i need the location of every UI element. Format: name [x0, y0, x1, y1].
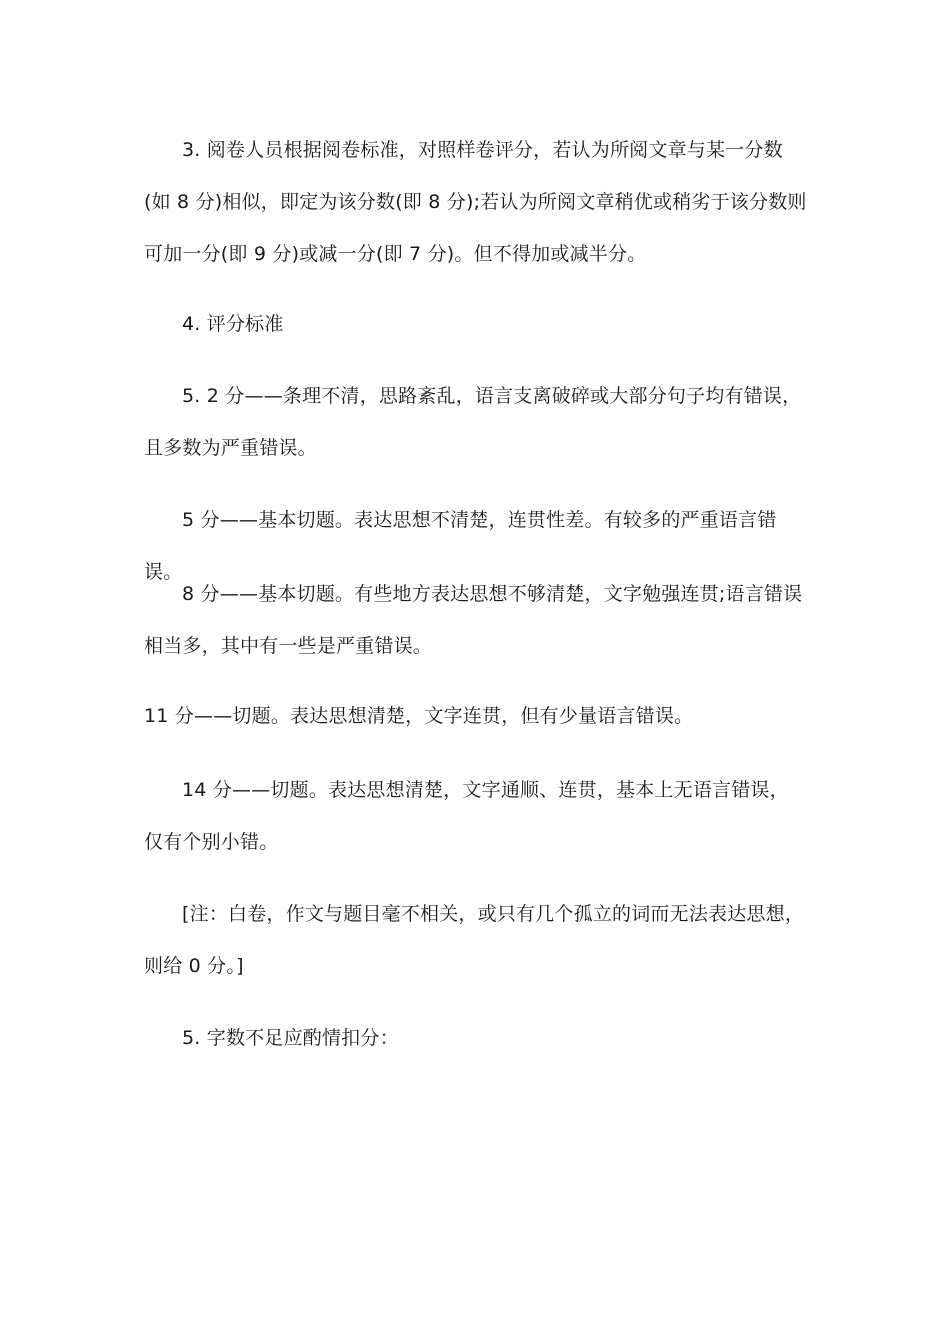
paragraph-score-5: 5 分——基本切题。表达思想不清楚，连贯性差。有较多的严重语言错误。 [144, 509, 777, 583]
paragraph-word-count-deduction: 5. 字数不足应酌情扣分： [182, 1027, 399, 1049]
paragraph-score-11: 11 分——切题。表达思想清楚，文字连贯，但有少量语言错误。 [144, 705, 694, 727]
paragraph-score-14: 14 分——切题。表达思想清楚，文字通顺、连贯，基本上无语言错误，仅有个别小错。 [144, 779, 789, 853]
paragraph-score-8: 8 分——基本切题。有些地方表达思想不够清楚，文字勉强连贯;语言错误相当多，其中有一些是严重错误。 [144, 583, 803, 657]
paragraph-note-zero-score: [注：白卷，作文与题目毫不相关，或只有几个孤立的词而无法表达思想，则给 0 分。] [144, 903, 805, 977]
paragraph-score-2: 5. 2 分——条理不清，思路紊乱，语言支离破碎或大部分句子均有错误，且多数为严重错误。 [144, 385, 802, 459]
paragraph-scoring-standard-heading: 4. 评分标准 [182, 313, 284, 335]
paragraph-scoring-procedure: 3. 阅卷人员根据阅卷标准，对照样卷评分，若认为所阅文章与某一分数(如 8 分)相似，即定为该分数(即 8 分);若认为所阅文章稍优或稍劣于该分数则可加一分(即 9 分)或减一分(即 7 分)。但不得加或减半分。 [144, 139, 807, 265]
